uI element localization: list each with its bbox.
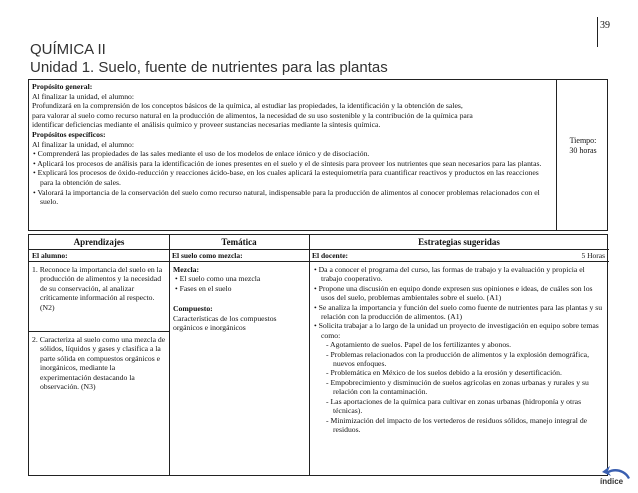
- strategy-subitem: - Agotamiento de suelos. Papel de los fertilizantes y abonos.: [326, 340, 512, 350]
- strategy-item: • Propone una discusión en equipo donde expresen sus opiniones e ideas, de cuáles son los usos del suelo, problemas ambientales sobre el suelo. (A1): [314, 283, 593, 303]
- header-tematica: Temática: [169, 235, 309, 250]
- subheader-alumno: El alumno:: [29, 250, 169, 262]
- purpose-text: [29, 80, 557, 230]
- strategy-subitem: - Problemática en México de los suelos debido a la erosión y desertificación.: [326, 368, 562, 378]
- strategy-item: • Solicita trabajar a lo largo de la unidad un proyecto de investigación en equipo sobre temas como:: [314, 321, 599, 340]
- mezcla-item: • Fases en el suelo: [175, 283, 232, 293]
- subheader-tematica: El suelo como mezcla:: [169, 250, 309, 262]
- page-number-divider: [597, 17, 598, 47]
- strategy-subitem: - Problemas relacionados con la producción de alimentos y la explosión demográfica, nuevos enfoques.: [326, 349, 590, 369]
- unit-title: Unidad 1. Suelo, fuente de nutrientes para las plantas: [30, 59, 388, 76]
- strategy-item: • Se analiza la importancia y función del suelo como fuente de nutrientes para las plantas y su relación con la producción de alimentos. (A1): [314, 302, 603, 322]
- time-label: Tiempo:: [569, 136, 597, 145]
- index-label: índice: [600, 477, 624, 486]
- general-purpose-line: para valorar al suelo como recurso natural en la producción de alimentos, la necesidad de su uso sostenible y la contribución de la química para: [32, 110, 473, 120]
- general-purpose-line: identificar deficiencias mediante el análisis químico y proveer sustancias necesarias mediante la síntesis química.: [32, 120, 381, 130]
- tematica-content: [173, 265, 307, 332]
- docente-label: El docente:: [312, 251, 349, 260]
- row-divider: [29, 331, 169, 332]
- general-purpose-title: Propósito general:: [32, 82, 93, 91]
- specific-purpose-item: • Aplicará los procesos de análisis para la identificación de iones presentes en el suelo y el de síntesis para proveer los nutrientes que sean necesarios para las plantas.: [33, 158, 542, 168]
- strategy-subitem: - Minimización del impacto de los vertederos de residuos sólidos, manejo integral de residuos.: [326, 415, 588, 434]
- subheader-docente: [309, 250, 609, 262]
- page-number: 39: [600, 20, 610, 31]
- specific-purpose-item: • Comprenderá las propiedades de las sales mediante el uso de los modelos de enlace iónico y de disociación.: [33, 149, 370, 159]
- strategy-subitem: - Las aportaciones de la química para cultivar en zonas urbanas (hidroponía y otras técnicas).: [326, 396, 582, 416]
- general-purpose-line: Profundizará en la comprensión de los conceptos básicos de la química, al estudiar las propiedades, la identificación y la obtención de sales,: [32, 101, 463, 111]
- column-divider: [169, 235, 170, 475]
- specific-purpose-item: • Explicará los procesos de óxido-reducción y reacciones ácido-base, en los cuales aplicará la estequiometría para cuantificar reactivos y productos en las reacciones para la obtención de sales.: [33, 168, 539, 187]
- strategy-subitems: [313, 340, 607, 434]
- compuesto-title: Compuesto:: [173, 304, 213, 314]
- strategy-item: • Da a conocer el programa del curso, las formas de trabajo y la evaluación y propicia el trabajo cooperativo.: [314, 265, 585, 284]
- course-title: QUÍMICA II: [30, 41, 106, 58]
- mezcla-item: • El suelo como una mezcla: [175, 274, 261, 284]
- specific-purpose-intro: Al finalizar la unidad, el alumno:: [32, 139, 135, 149]
- header-estrategias: Estrategias sugeridas: [309, 235, 609, 250]
- time-cell: [557, 80, 609, 230]
- compuesto-text: Características de los compuestos orgánicos e inorgánicos: [173, 313, 277, 333]
- specific-purpose-title: Propósitos específicos:: [32, 129, 106, 139]
- purpose-box: [28, 79, 608, 231]
- specific-purpose-item: • Valorará la importancia de la conservación del suelo como recurso natural, indispensable para la producción de alimentos al conocer problemas relacionados con el suelo.: [33, 187, 540, 207]
- index-nav-button[interactable]: [600, 465, 634, 486]
- hours-label: 5 Horas: [581, 251, 605, 260]
- estrategias-content: [313, 265, 607, 434]
- learning-outcome: 1. Reconoce la importancia del suelo en la producción de alimentos y la necesidad de su conservación, al analizar críticamente información al respecto. (N2): [32, 265, 163, 312]
- general-purpose-line: Al finalizar la unidad, el alumno:: [32, 91, 135, 101]
- time-value: 30 horas: [569, 146, 597, 155]
- learning-outcome: 2. Caracteriza al suelo como una mezcla de sólidos, líquidos y gases y clasifica a la parte sólida en compuestos orgánicos e inorgánicos, mediante la experimentación destacando la observación. (N3): [32, 335, 166, 392]
- strategy-table: [28, 234, 608, 476]
- header-aprendizajes: Aprendizajes: [29, 235, 169, 250]
- column-divider: [309, 235, 310, 475]
- strategy-subitem: - Empobrecimiento y disminución de suelos agrícolas en zonas urbanas y rurales y su relación con la contaminación.: [326, 377, 589, 397]
- mezcla-title: Mezcla:: [173, 265, 200, 274]
